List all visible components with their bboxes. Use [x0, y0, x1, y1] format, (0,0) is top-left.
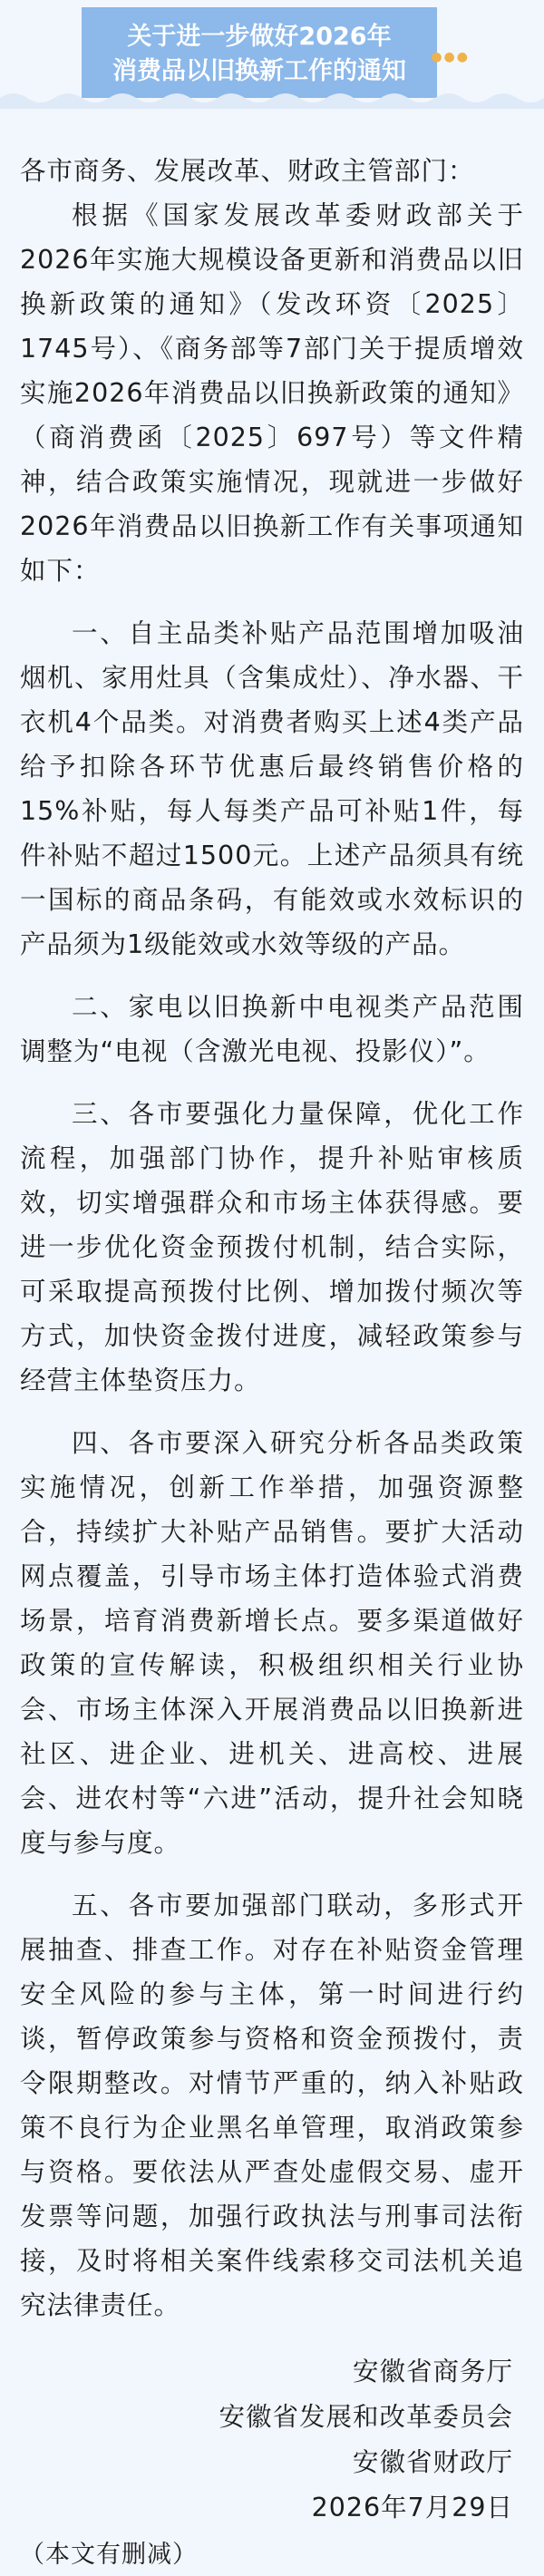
signatory-development-reform: 安徽省发展和改革委员会 [219, 2402, 513, 2432]
wave-divider [0, 89, 544, 109]
signatory-finance: 安徽省财政厅 [352, 2447, 513, 2477]
signature-block [20, 2349, 524, 2531]
title-line-2: 消费品以旧换新工作的通知 [112, 57, 406, 85]
item-5-paragraph: 五、各市要加强部门联动，多形式开展抽查、排查工作。对存在补贴资金管理安全风险的参与主体，第一时间进行约谈，暂停政策参与资格和资金预拨付，责令限期整改。对情节严重的，纳入补贴政策不良行为企业黑名单管理，取消政策参与资格。要依法从严查处虚假交易、虚开发票等问题，加强行政执法与刑事司法衔接，及时将相关案件线索移交司法机关追究法律责任。 [20, 1891, 524, 2320]
item-4-paragraph: 四、各市要深入研究分析各品类政策实施情况，创新工作举措，加强资源整合，持续扩大补贴产品销售。要扩大活动网点覆盖，引导市场主体打造体验式消费场景，培育消费新增长点。要多渠道做好政策的宣传解读，积极组织相关行业协会、市场主体深入开展消费品以旧换新进社区、进企业、进机关、进高校、进展会、进农村等“六进”活动，提升社会知晓度与参与度。 [20, 1428, 524, 1858]
title-banner [82, 7, 470, 98]
item-2-paragraph: 二、家电以旧换新中电视类产品范围调整为“电视（含激光电视、投影仪）”。 [20, 992, 524, 1066]
header-area [0, 0, 544, 109]
signatory-commerce: 安徽省商务厅 [352, 2357, 513, 2386]
document-body [0, 109, 544, 2576]
salutation: 各市商务、发展改革、财政主管部门： [20, 156, 475, 186]
document-date: 2026年7月29日 [311, 2493, 513, 2523]
intro-paragraph: 根据《国家发展改革委财政部关于2026年实施大规模设备更新和消费品以旧换新政策的通知》（发改环资〔2025〕1745号）、《商务部等7部门关于提质增效实施2026年消费品以旧换新政策的通知》（商消费函〔2025〕697号）等文件精神，结合政策实施情况，现就进一步做好2026年消费品以旧换新工作有关事项通知如下： [20, 200, 524, 586]
decorative-dots-icon: ●●● [431, 50, 470, 64]
item-3-paragraph: 三、各市要强化力量保障，优化工作流程，加强部门协作，提升补贴审核质效，切实增强群众和市场主体获得感。要进一步优化资金预拨付机制，结合实际，可采取提高预拨付比例、增加拨付频次等方式，加快资金拨付进度，减轻政策参与经营主体垫资压力。 [20, 1099, 524, 1395]
abridged-note: （本文有删减） [20, 2541, 198, 2569]
item-1-paragraph: 一、自主品类补贴产品范围增加吸油烟机、家用灶具（含集成灶）、净水器、干衣机4个品类。对消费者购买上述4类产品给予扣除各环节优惠后最终销售价格的15%补贴，每人每类产品可补贴1件，每件补贴不超过1500元。上述产品须具有统一国标的商品条码，有能效或水效标识的产品须为1级能效或水效等级的产品。 [20, 618, 524, 959]
title-line-1: 关于进一步做好2026年 [127, 23, 392, 51]
